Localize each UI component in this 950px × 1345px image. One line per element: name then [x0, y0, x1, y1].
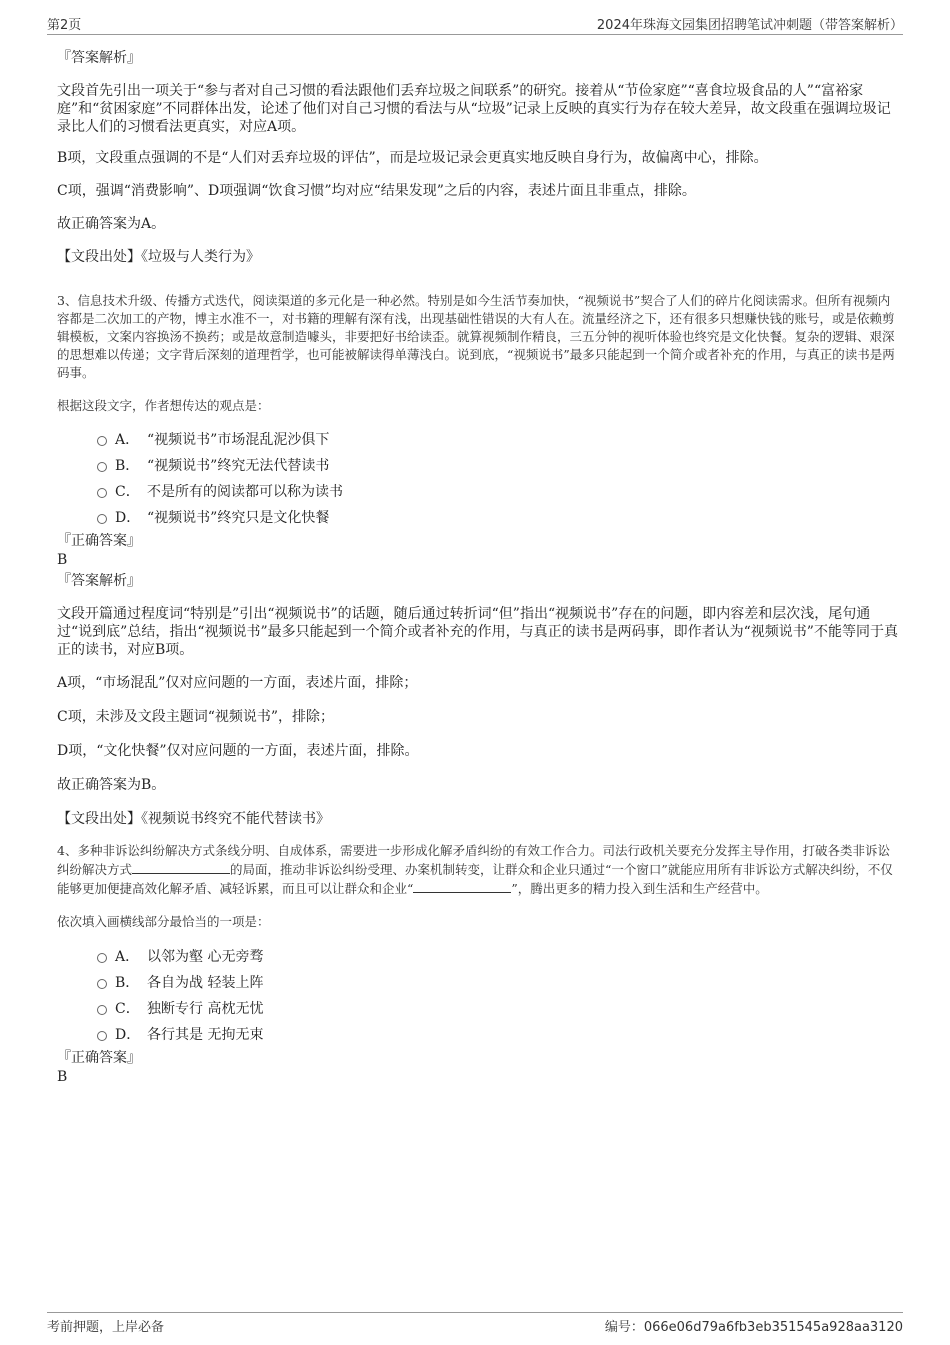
- q4-option-b[interactable]: B． 各自为战 轻装上阵: [57, 970, 902, 996]
- radio-icon[interactable]: [97, 488, 107, 498]
- q2-analysis-para3: C项，强调“消费影响”、D项强调“饮食习惯”均对应“结果发现”之后的内容，表述片面且非重点，排除。: [57, 183, 696, 199]
- q3-answer-title: 『正确答案』: [57, 533, 141, 549]
- option-label: 各自为战 轻装上阵: [147, 975, 264, 991]
- q4-answer: B: [57, 1069, 68, 1085]
- page-footer: [47, 1312, 903, 1337]
- option-label: “视频说书”市场混乱泥沙俱下: [147, 432, 330, 448]
- q4-answer-title: 『正确答案』: [57, 1050, 141, 1066]
- q3-source: 【文段出处】《视频说书终究不能代替读书》: [57, 811, 330, 827]
- page-number: 第2页: [47, 18, 82, 33]
- q3-option-d[interactable]: D． “视频说书”终究只是文化快餐: [57, 505, 902, 531]
- option-label: 以邻为壑 心无旁骛: [147, 949, 264, 965]
- option-label: 独断专行 高枕无忧: [147, 1001, 264, 1017]
- q2-source: 【文段出处】《垃圾与人类行为》: [57, 249, 260, 265]
- document-content: [57, 44, 902, 1086]
- q2-analysis-title: 『答案解析』: [57, 50, 141, 66]
- radio-icon[interactable]: [97, 436, 107, 446]
- q2-analysis-para2: B项，文段重点强调的不是“人们对丢弃垃圾的评估”，而是垃圾记录会更真实地反映自身行为，故偏离中心，排除。: [57, 150, 768, 166]
- radio-icon[interactable]: [97, 953, 107, 963]
- q3-analysis-para4: D项，“文化快餐”仅对应问题的一方面，表述片面，排除。: [57, 743, 419, 759]
- fill-blank-2: [413, 879, 511, 893]
- q2-analysis-para1: 文段首先引出一项关于“参与者对自己习惯的看法跟他们丢弃垃圾之间联系”的研究。接着从“节俭家庭”“喜食垃圾食品的人”“富裕家庭”和“贫困家庭”不同群体出发，论述了他们对自己习惯的看法与从“垃圾”记录上反映的真实行为存在较大差异，故文段重在强调垃圾记录比人们的习惯看法更真实，对应A项。: [57, 83, 891, 135]
- q4-question-text: 4、多种非诉讼纠纷解决方式条线分明、自成体系，需要进一步形成化解矛盾纠纷的有效工作合力。司法行政机关要充分发挥主导作用，打破各类非诉讼纠纷解决方式 的局面，推动非诉讼纠纷受理、办案机制转变，让群众和企业只通过“一个窗口”就能应用所有非诉讼方式解决纠纷，不仅能够更加便捷高效化解矛盾、减轻诉累，而且可以让群众和企业“ ”，腾出更多的精力投入到生活和生产经营中。: [57, 843, 893, 896]
- page-header: [47, 14, 903, 35]
- document-title: 2024年珠海文园集团招聘笔试冲刺题（带答案解析）: [596, 18, 903, 33]
- document-id: 编号：066e06d79a6fb3eb351545a928aa3120: [604, 1320, 903, 1335]
- option-label: “视频说书”终究只是文化快餐: [147, 510, 330, 526]
- q3-question-text: 3、信息技术升级、传播方式迭代，阅读渠道的多元化是一种必然。特别是如今生活节奏加快，“视频说书”契合了人们的碎片化阅读需求。但所有视频内容都是二次加工的产物，博主水准不一，对书籍的理解有深有浅，出现基础性错误的大有人在。流量经济之下，还有很多只想赚快钱的账号，或是依赖剪辑模板，文案内容换汤不换药；或是故意制造噱头，非要把好书给读歪。就算视频制作精良，三五分钟的视听体验也终究是文化快餐。复杂的逻辑、艰深的思想难以传递；文字背后深刻的道理哲学，也可能被解读得单薄浅白。说到底，“视频说书”最多只能起到一个简介或者补充的作用，与真正的读书是两码事。: [57, 293, 895, 380]
- q3-analysis-para1: 文段开篇通过程度词“特别是”引出“视频说书”的话题，随后通过转折词“但”指出“视频说书”存在的问题，即内容差和层次浅，尾句通过“说到底”总结，指出“视频说书”最多只能起到一个简介或者补充的作用，与真正的读书是两码事，即作者认为“视频说书”不能等同于真正的读书，对应B项。: [57, 606, 898, 658]
- q3-prompt: 根据这段文字，作者想传达的观点是：: [57, 398, 270, 413]
- radio-icon[interactable]: [97, 514, 107, 524]
- q4-prompt: 依次填入画横线部分最恰当的一项是：: [57, 914, 270, 929]
- q3-option-b[interactable]: B． “视频说书”终究无法代替读书: [57, 453, 902, 479]
- q2-analysis-para4: 故正确答案为A。: [57, 216, 166, 232]
- option-label: “视频说书”终究无法代替读书: [147, 458, 330, 474]
- fill-blank-1: [132, 860, 230, 874]
- q3-analysis-para3: C项，未涉及文段主题词“视频说书”，排除；: [57, 709, 335, 725]
- q3-answer: B: [57, 552, 68, 568]
- q3-analysis-para5: 故正确答案为B。: [57, 777, 166, 793]
- q4-option-c[interactable]: C． 独断专行 高枕无忧: [57, 996, 902, 1022]
- radio-icon[interactable]: [97, 1005, 107, 1015]
- q4-option-a[interactable]: A． 以邻为壑 心无旁骛: [57, 944, 902, 970]
- footer-slogan: 考前押题，上岸必备: [47, 1320, 165, 1335]
- q3-analysis-para2: A项，“市场混乱”仅对应问题的一方面，表述片面，排除；: [57, 675, 418, 691]
- option-label: 不是所有的阅读都可以称为读书: [147, 484, 343, 500]
- radio-icon[interactable]: [97, 979, 107, 989]
- q3-options: [57, 427, 902, 531]
- option-label: 各行其是 无拘无束: [147, 1027, 264, 1043]
- radio-icon[interactable]: [97, 462, 107, 472]
- q3-analysis-title: 『答案解析』: [57, 573, 141, 589]
- q4-options: [57, 944, 902, 1048]
- q3-option-c[interactable]: C． 不是所有的阅读都可以称为读书: [57, 479, 902, 505]
- q3-option-a[interactable]: A． “视频说书”市场混乱泥沙俱下: [57, 427, 902, 453]
- q4-option-d[interactable]: D． 各行其是 无拘无束: [57, 1022, 902, 1048]
- radio-icon[interactable]: [97, 1031, 107, 1041]
